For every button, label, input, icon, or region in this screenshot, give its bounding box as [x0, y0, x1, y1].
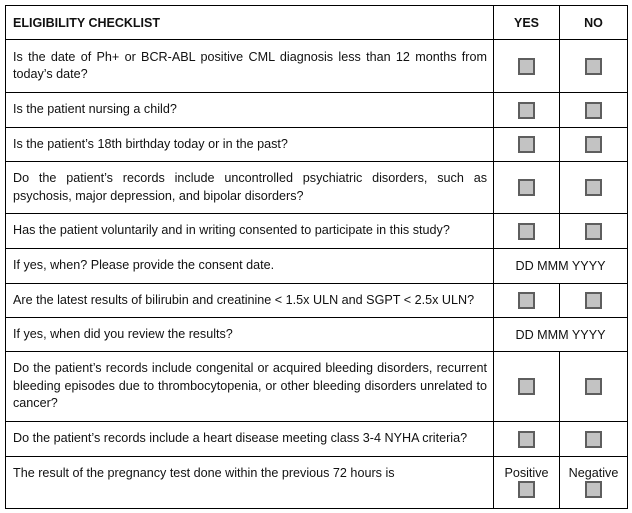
table-row — [6, 249, 628, 284]
question-text: Is the date of Ph+ or BCR-ABL positive CML diagnosis less than 12 months from today’s date? — [6, 40, 494, 93]
yes-checkbox[interactable] — [518, 136, 535, 153]
no-checkbox[interactable] — [585, 431, 602, 448]
question-text: Is the patient’s 18th birthday today or in the past? — [6, 128, 494, 162]
table-row — [6, 40, 628, 93]
no-checkbox[interactable] — [585, 223, 602, 240]
table-row — [6, 457, 628, 509]
question-text: The result of the pregnancy test done within the previous 72 hours is — [6, 457, 494, 509]
yes-checkbox[interactable] — [518, 292, 535, 309]
table-row — [6, 284, 628, 318]
positive-checkbox[interactable] — [518, 481, 535, 498]
yes-column-header: YES — [494, 6, 560, 40]
question-text: Are the latest results of bilirubin and creatinine < 1.5x ULN and SGPT < 2.5x ULN? — [6, 284, 494, 318]
table-row — [6, 162, 628, 214]
no-checkbox[interactable] — [585, 179, 602, 196]
table-row — [6, 352, 628, 422]
question-text: Has the patient voluntarily and in writing consented to participate in this study? — [6, 214, 494, 249]
no-checkbox[interactable] — [585, 102, 602, 119]
yes-checkbox[interactable] — [518, 179, 535, 196]
negative-checkbox[interactable] — [585, 481, 602, 498]
no-checkbox[interactable] — [585, 136, 602, 153]
negative-option — [560, 457, 628, 509]
header-row — [6, 6, 628, 40]
question-text: Do the patient’s records include congenital or acquired bleeding disorders, recurrent bleeding episodes due to thrombocytopenia, or other bleeding disorders unrelated to cancer? — [6, 352, 494, 422]
no-checkbox[interactable] — [585, 292, 602, 309]
yes-checkbox[interactable] — [518, 223, 535, 240]
no-column-header: NO — [560, 6, 628, 40]
yes-checkbox[interactable] — [518, 58, 535, 75]
eligibility-checklist-table — [5, 5, 628, 509]
checklist-title: ELIGIBILITY CHECKLIST — [6, 6, 494, 40]
positive-option — [494, 457, 560, 509]
no-checkbox[interactable] — [585, 378, 602, 395]
no-checkbox[interactable] — [585, 58, 602, 75]
table-row — [6, 422, 628, 457]
question-text: Is the patient nursing a child? — [6, 93, 494, 128]
question-text: Do the patient’s records include a heart disease meeting class 3-4 NYHA criteria? — [6, 422, 494, 457]
review-date-field[interactable]: DD MMM YYYY — [494, 318, 628, 352]
table-row — [6, 128, 628, 162]
question-text: If yes, when? Please provide the consent date. — [6, 249, 494, 284]
yes-checkbox[interactable] — [518, 102, 535, 119]
positive-label: Positive — [504, 466, 549, 480]
table-row — [6, 214, 628, 249]
question-text: Do the patient’s records include uncontrolled psychiatric disorders, such as psychosis, major depression, and bipolar disorders? — [6, 162, 494, 214]
yes-checkbox[interactable] — [518, 431, 535, 448]
table-row — [6, 318, 628, 352]
question-text: If yes, when did you review the results? — [6, 318, 494, 352]
yes-checkbox[interactable] — [518, 378, 535, 395]
table-row — [6, 93, 628, 128]
consent-date-field[interactable]: DD MMM YYYY — [494, 249, 628, 284]
negative-label: Negative — [568, 466, 619, 480]
